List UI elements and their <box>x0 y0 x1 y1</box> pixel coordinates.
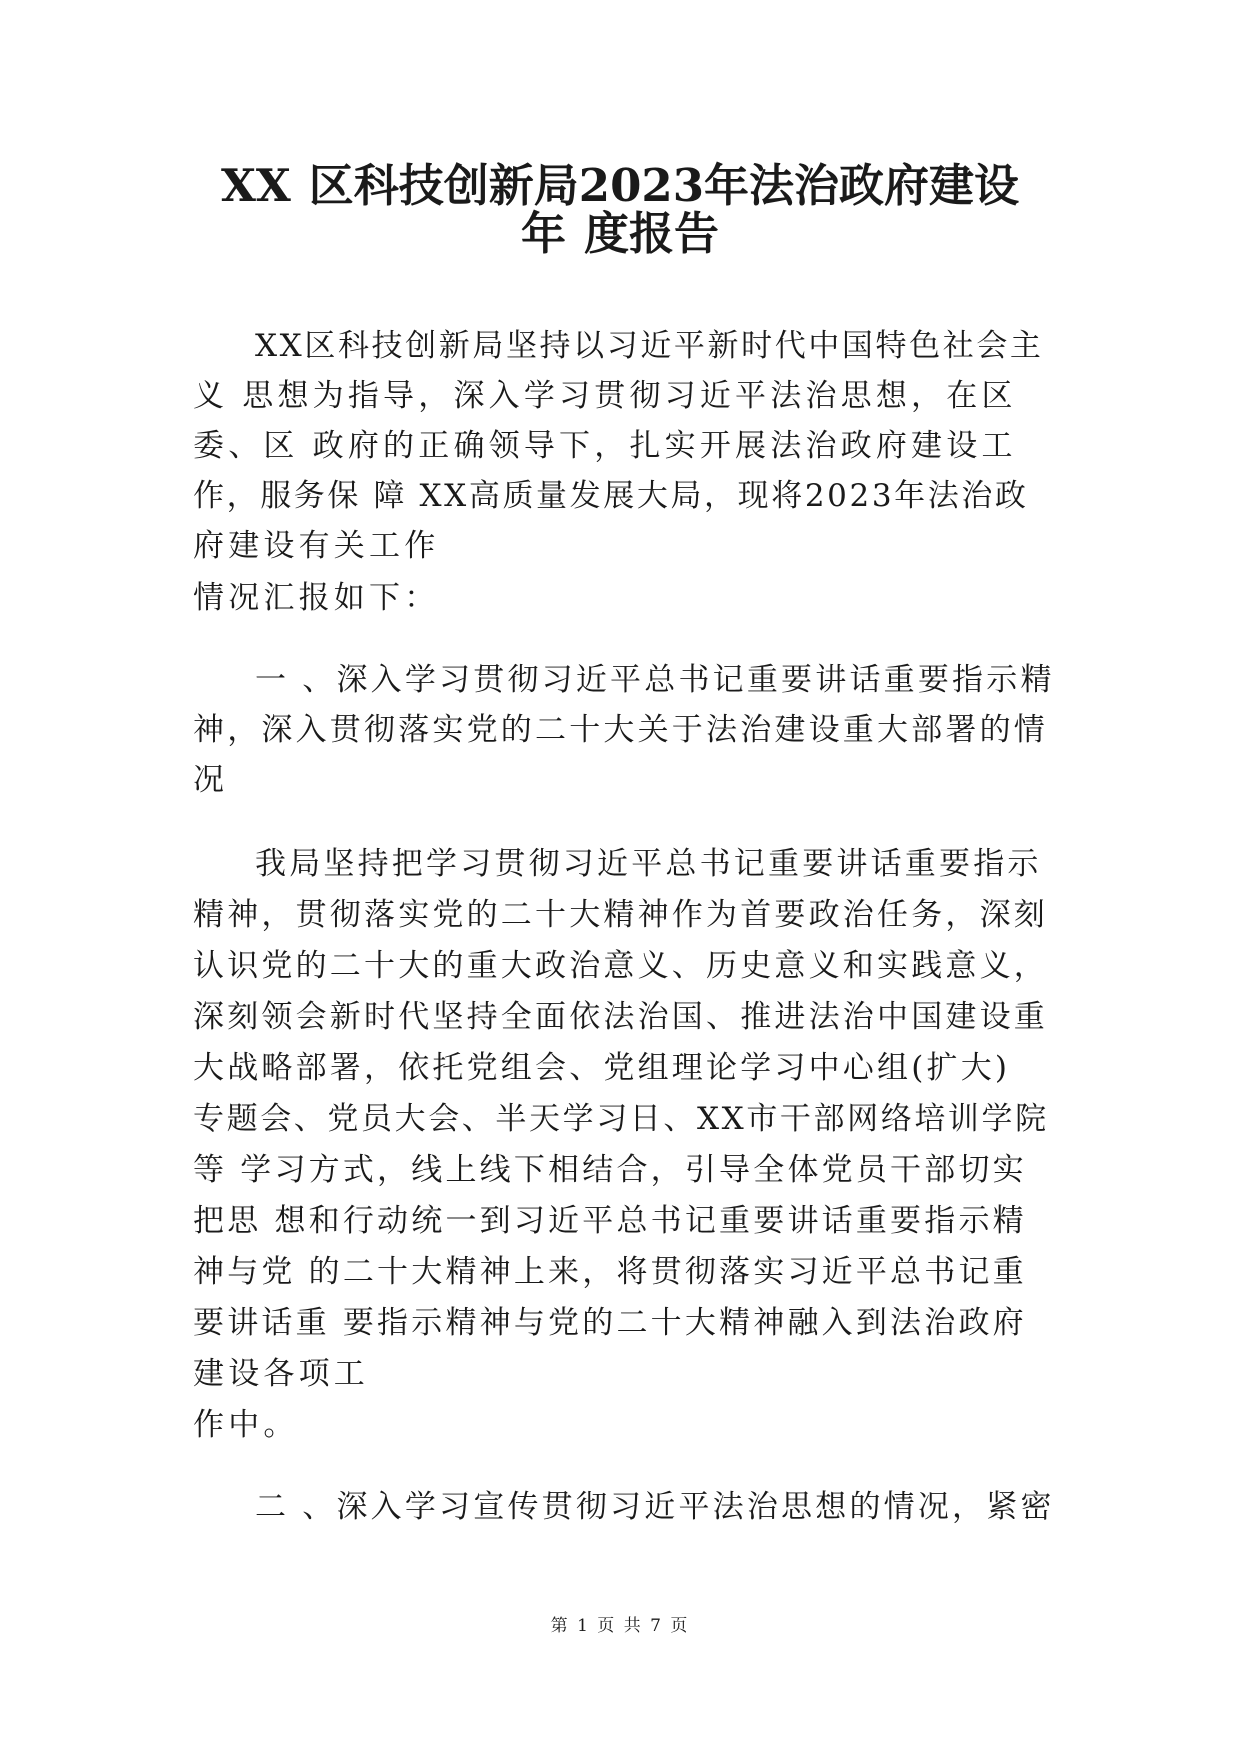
title-line-1-main: 区科技创新局2023年法治政府建设 <box>308 159 1020 212</box>
title-line-2-main: 度报告 <box>584 207 720 260</box>
body-line: 把思 想和行动统一到习近平总书记重要讲话重要指示精 <box>193 1203 1027 1239</box>
body-line: 要讲话重 要指示精神与党的二十大精神融入到法治政府 <box>193 1305 1027 1341</box>
body-line: 专题会、党员大会、半天学习日、XX市干部网络培训学院 <box>193 1101 1049 1137</box>
body-line: 精神，贯彻落实党的二十大精神作为首要政治任务，深刻 <box>193 897 1048 933</box>
body-line: 等 学习方式，线上线下相结合，引导全体党员干部切实 <box>193 1152 1027 1188</box>
title-line-2 <box>120 206 1120 262</box>
section-heading-line: 一 、深入学习贯彻习近平总书记重要讲话重要指示精 <box>255 662 1055 698</box>
title-line-1-prefix: XX <box>220 159 291 212</box>
body-line: 神与党 的二十大精神上来，将贯彻落实习近平总书记重 <box>193 1254 1027 1290</box>
body-line: 作中。 <box>193 1407 299 1443</box>
body-line: 建设各项工 <box>193 1356 369 1392</box>
section-heading-line: 二 、深入学习宣传贯彻习近平法治思想的情况，紧密 <box>255 1489 1055 1525</box>
body-line: 作，服务保 障 XX高质量发展大局，现将2023年法治政 <box>193 478 1029 514</box>
body-line: 委、区 政府的正确领导下，扎实开展法治政府建设工 <box>193 428 1017 464</box>
body-line: 大战略部署，依托党组会、党组理论学习中心组(扩大) <box>193 1050 1011 1086</box>
section-heading-line: 况 <box>193 762 229 798</box>
body-line: 情况汇报如下： <box>193 580 440 616</box>
body-line: 府建设有关工作 <box>193 528 440 564</box>
body-line: 认识党的二十大的重大政治意义、历史意义和实践意义， <box>193 948 1048 984</box>
section-heading-line: 神，深入贯彻落实党的二十大关于法治建设重大部署的情 <box>193 712 1048 748</box>
title-line-2-prefix: 年 <box>520 207 566 260</box>
body-line: 我局坚持把学习贯彻习近平总书记重要讲话重要指示 <box>255 846 1042 882</box>
page-number-footer: 第 1 页 共 7 页 <box>550 1616 690 1636</box>
body-line: 义 思想为指导，深入学习贯彻习近平法治思想，在区 <box>193 378 1017 414</box>
body-line: XX区科技创新局坚持以习近平新时代中国特色社会主 <box>255 328 1044 364</box>
body-line: 深刻领会新时代坚持全面依法治国、推进法治中国建设重 <box>193 999 1048 1035</box>
